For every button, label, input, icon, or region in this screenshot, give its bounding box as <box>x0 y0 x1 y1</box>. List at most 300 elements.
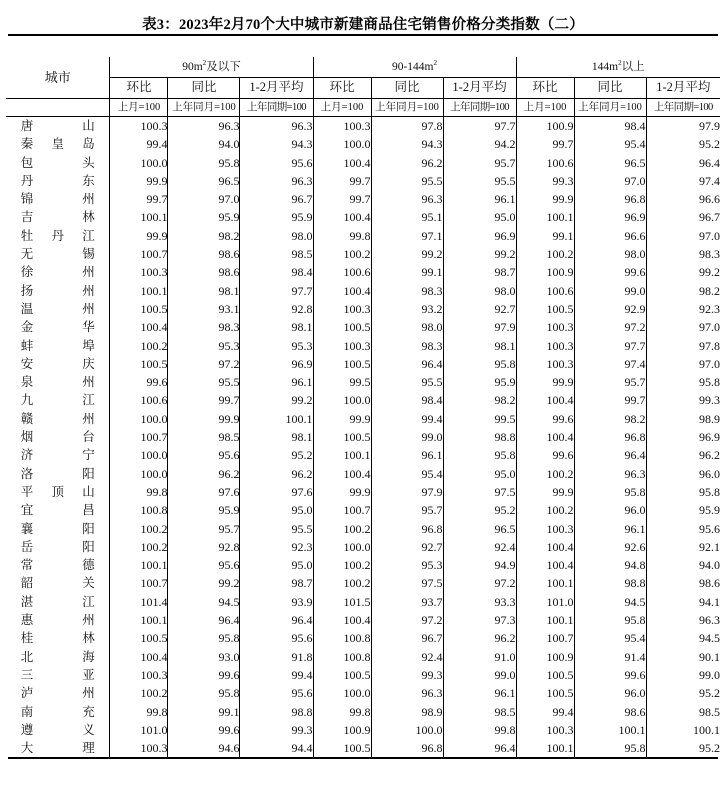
value-cell-0: 100.8 <box>110 501 168 519</box>
value-cell-0: 100.0 <box>110 410 168 428</box>
value-cell-2: 93.9 <box>240 593 313 611</box>
value-cell-5: 94.9 <box>443 556 516 574</box>
value-cell-0: 100.5 <box>110 355 168 373</box>
value-cell-4: 98.0 <box>371 318 443 336</box>
value-cell-8: 95.9 <box>646 501 720 519</box>
city-label: 岳阳 <box>20 539 95 554</box>
value-cell-7: 96.9 <box>574 208 646 226</box>
value-cell-7: 95.4 <box>574 629 646 647</box>
city-name-cell <box>6 355 110 373</box>
value-cell-2: 98.8 <box>240 703 313 721</box>
value-cell-4: 96.4 <box>371 355 443 373</box>
base-header-1-0: 上月=100 <box>313 99 371 117</box>
value-cell-8: 96.9 <box>646 428 720 446</box>
value-cell-7: 96.0 <box>574 501 646 519</box>
value-cell-0: 100.7 <box>110 245 168 263</box>
value-cell-6: 100.6 <box>516 282 574 300</box>
value-cell-4: 97.8 <box>371 117 443 136</box>
value-cell-3: 100.9 <box>313 721 371 739</box>
value-cell-5: 95.7 <box>443 154 516 172</box>
base-header-2-0: 上月=100 <box>516 99 574 117</box>
value-cell-0: 100.7 <box>110 574 168 592</box>
value-cell-2: 100.1 <box>240 410 313 428</box>
value-cell-0: 100.3 <box>110 739 168 757</box>
value-cell-8: 98.9 <box>646 410 720 428</box>
value-cell-4: 95.5 <box>371 373 443 391</box>
value-cell-0: 100.5 <box>110 629 168 647</box>
value-cell-0: 100.7 <box>110 428 168 446</box>
value-cell-8: 97.0 <box>646 355 720 373</box>
base-header-0-1: 上年同月=100 <box>168 99 240 117</box>
value-cell-8: 96.2 <box>646 446 720 464</box>
value-cell-1: 99.6 <box>168 721 240 739</box>
value-cell-0: 100.6 <box>110 391 168 409</box>
value-cell-7: 96.0 <box>574 684 646 702</box>
kind-header-1-2: 1-2月平均 <box>443 78 516 99</box>
value-cell-3: 100.2 <box>313 556 371 574</box>
value-cell-4: 96.8 <box>371 739 443 757</box>
value-cell-0: 100.3 <box>110 263 168 281</box>
value-cell-2: 98.7 <box>240 574 313 592</box>
group-label-1-pre: 90-144m <box>391 60 434 73</box>
value-cell-5: 97.5 <box>443 483 516 501</box>
page-title: 表3：2023年2月70个大中城市新建商品住宅销售价格分类指数（二） <box>142 17 584 33</box>
table-row <box>6 666 720 684</box>
value-cell-5: 99.2 <box>443 245 516 263</box>
value-cell-4: 93.2 <box>371 300 443 318</box>
table-row <box>6 410 720 428</box>
value-cell-8: 90.1 <box>646 648 720 666</box>
value-cell-1: 96.4 <box>168 611 240 629</box>
value-cell-3: 100.0 <box>313 135 371 153</box>
value-cell-5: 91.0 <box>443 648 516 666</box>
value-cell-6: 100.3 <box>516 318 574 336</box>
value-cell-8: 97.9 <box>646 117 720 136</box>
city-name-cell <box>6 483 110 501</box>
value-cell-8: 99.3 <box>646 391 720 409</box>
value-cell-3: 100.4 <box>313 611 371 629</box>
value-cell-7: 95.8 <box>574 739 646 757</box>
table-row <box>6 337 720 355</box>
value-cell-5: 98.0 <box>443 282 516 300</box>
value-cell-0: 100.1 <box>110 556 168 574</box>
value-cell-2: 98.5 <box>240 245 313 263</box>
value-cell-0: 100.0 <box>110 465 168 483</box>
value-cell-2: 95.5 <box>240 520 313 538</box>
base-header-city <box>6 99 110 117</box>
value-cell-2: 99.3 <box>240 721 313 739</box>
value-cell-4: 99.2 <box>371 245 443 263</box>
table-row <box>6 245 720 263</box>
value-cell-1: 95.7 <box>168 520 240 538</box>
city-name-cell <box>6 172 110 190</box>
city-name-cell <box>6 227 110 245</box>
value-cell-3: 100.5 <box>313 739 371 757</box>
table-row <box>6 574 720 592</box>
value-cell-6: 99.9 <box>516 190 574 208</box>
city-name-cell <box>6 373 110 391</box>
city-label: 安庆 <box>20 356 95 371</box>
value-cell-1: 95.8 <box>168 684 240 702</box>
value-cell-5: 99.8 <box>443 721 516 739</box>
column-header-city: 城市 <box>6 57 110 99</box>
value-cell-2: 97.6 <box>240 483 313 501</box>
value-cell-5: 96.1 <box>443 684 516 702</box>
price-index-table <box>6 57 720 757</box>
value-cell-3: 100.3 <box>313 337 371 355</box>
table-row <box>6 739 720 757</box>
value-cell-1: 96.2 <box>168 465 240 483</box>
value-cell-5: 95.9 <box>443 373 516 391</box>
value-cell-6: 100.4 <box>516 391 574 409</box>
value-cell-1: 96.5 <box>168 172 240 190</box>
value-cell-7: 98.6 <box>574 703 646 721</box>
value-cell-7: 96.5 <box>574 154 646 172</box>
city-name-cell <box>6 154 110 172</box>
value-cell-8: 94.1 <box>646 593 720 611</box>
value-cell-5: 99.5 <box>443 410 516 428</box>
value-cell-2: 95.6 <box>240 684 313 702</box>
city-label: 锦州 <box>20 192 95 207</box>
city-label: 蚌埠 <box>20 338 95 353</box>
value-cell-3: 100.4 <box>313 208 371 226</box>
value-cell-7: 98.0 <box>574 245 646 263</box>
value-cell-3: 100.5 <box>313 318 371 336</box>
table-row <box>6 446 720 464</box>
value-cell-3: 99.7 <box>313 190 371 208</box>
city-label: 大理 <box>20 741 95 756</box>
table-row <box>6 208 720 226</box>
city-label: 北海 <box>20 649 95 664</box>
city-name-cell <box>6 208 110 226</box>
city-name-cell <box>6 410 110 428</box>
value-cell-1: 99.7 <box>168 391 240 409</box>
value-cell-5: 94.2 <box>443 135 516 153</box>
value-cell-5: 95.8 <box>443 446 516 464</box>
value-cell-7: 98.4 <box>574 117 646 136</box>
value-cell-2: 91.8 <box>240 648 313 666</box>
city-name-cell <box>6 703 110 721</box>
value-cell-7: 97.2 <box>574 318 646 336</box>
city-label: 温州 <box>20 301 95 316</box>
value-cell-6: 100.5 <box>516 300 574 318</box>
value-cell-2: 95.0 <box>240 501 313 519</box>
group-header-2 <box>516 57 720 78</box>
city-label: 韶关 <box>20 576 95 591</box>
table-top-rule <box>8 34 718 36</box>
value-cell-7: 96.4 <box>574 446 646 464</box>
value-cell-7: 100.1 <box>574 721 646 739</box>
city-label: 平顶山 <box>20 484 95 499</box>
table-row <box>6 190 720 208</box>
table-row <box>6 648 720 666</box>
value-cell-5: 97.7 <box>443 117 516 136</box>
value-cell-5: 97.9 <box>443 318 516 336</box>
value-cell-1: 93.0 <box>168 648 240 666</box>
table-row <box>6 282 720 300</box>
base-header-2-2: 上年同期=100 <box>646 99 720 117</box>
city-name-cell <box>6 428 110 446</box>
value-cell-2: 92.8 <box>240 300 313 318</box>
value-cell-0: 100.1 <box>110 611 168 629</box>
value-cell-4: 98.9 <box>371 703 443 721</box>
city-name-cell <box>6 501 110 519</box>
value-cell-6: 99.3 <box>516 172 574 190</box>
value-cell-4: 93.7 <box>371 593 443 611</box>
city-name-cell <box>6 117 110 136</box>
value-cell-5: 95.0 <box>443 208 516 226</box>
city-label: 秦皇岛 <box>20 137 95 152</box>
value-cell-7: 94.5 <box>574 593 646 611</box>
value-cell-7: 97.7 <box>574 337 646 355</box>
table-row <box>6 154 720 172</box>
value-cell-6: 100.4 <box>516 556 574 574</box>
value-cell-8: 95.6 <box>646 520 720 538</box>
city-label: 常德 <box>20 558 95 573</box>
value-cell-4: 94.3 <box>371 135 443 153</box>
table-row <box>6 520 720 538</box>
value-cell-1: 94.6 <box>168 739 240 757</box>
value-cell-3: 100.5 <box>313 355 371 373</box>
value-cell-8: 98.2 <box>646 282 720 300</box>
base-header-1-2: 上年同期=100 <box>443 99 516 117</box>
group-label-0-post: 及以下 <box>206 60 241 73</box>
value-cell-0: 99.8 <box>110 483 168 501</box>
value-cell-7: 96.8 <box>574 190 646 208</box>
group-label-0-pre: 90m <box>182 60 203 73</box>
value-cell-7: 95.8 <box>574 483 646 501</box>
city-label: 遵义 <box>20 722 95 737</box>
city-label: 惠州 <box>20 613 95 628</box>
value-cell-5: 96.9 <box>443 227 516 245</box>
value-cell-4: 99.3 <box>371 666 443 684</box>
city-label: 泉州 <box>20 375 95 390</box>
value-cell-2: 97.7 <box>240 282 313 300</box>
value-cell-4: 95.4 <box>371 465 443 483</box>
value-cell-4: 95.3 <box>371 556 443 574</box>
value-cell-4: 98.4 <box>371 391 443 409</box>
value-cell-0: 100.1 <box>110 208 168 226</box>
kind-header-2-1: 同比 <box>574 78 646 99</box>
table-row <box>6 117 720 136</box>
table-row <box>6 300 720 318</box>
value-cell-1: 92.8 <box>168 538 240 556</box>
value-cell-8: 95.8 <box>646 483 720 501</box>
value-cell-5: 95.0 <box>443 465 516 483</box>
city-name-cell <box>6 611 110 629</box>
table-row <box>6 611 720 629</box>
city-label: 济宁 <box>20 448 95 463</box>
value-cell-1: 97.2 <box>168 355 240 373</box>
city-label: 包头 <box>20 155 95 170</box>
value-cell-7: 96.3 <box>574 465 646 483</box>
table-row <box>6 428 720 446</box>
city-name-cell <box>6 520 110 538</box>
value-cell-0: 100.3 <box>110 666 168 684</box>
value-cell-5: 95.8 <box>443 355 516 373</box>
table-row <box>6 483 720 501</box>
value-cell-6: 100.5 <box>516 666 574 684</box>
city-label: 九江 <box>20 393 95 408</box>
value-cell-1: 95.8 <box>168 629 240 647</box>
kind-header-0-0: 环比 <box>110 78 168 99</box>
value-cell-2: 96.2 <box>240 465 313 483</box>
table-row <box>6 721 720 739</box>
value-cell-5: 98.1 <box>443 337 516 355</box>
table-row <box>6 629 720 647</box>
value-cell-8: 94.0 <box>646 556 720 574</box>
value-cell-3: 100.0 <box>313 684 371 702</box>
value-cell-3: 100.6 <box>313 263 371 281</box>
value-cell-1: 95.6 <box>168 556 240 574</box>
table-row <box>6 593 720 611</box>
value-cell-2: 94.3 <box>240 135 313 153</box>
base-header-0-2: 上年同期=100 <box>240 99 313 117</box>
value-cell-4: 96.2 <box>371 154 443 172</box>
value-cell-3: 100.8 <box>313 648 371 666</box>
value-cell-1: 95.6 <box>168 446 240 464</box>
table-row <box>6 135 720 153</box>
value-cell-5: 98.5 <box>443 703 516 721</box>
value-cell-6: 99.1 <box>516 227 574 245</box>
value-cell-1: 98.6 <box>168 263 240 281</box>
value-cell-2: 98.0 <box>240 227 313 245</box>
value-cell-3: 100.4 <box>313 465 371 483</box>
value-cell-3: 100.3 <box>313 117 371 136</box>
city-label: 赣州 <box>20 411 95 426</box>
city-name-cell <box>6 465 110 483</box>
value-cell-4: 97.5 <box>371 574 443 592</box>
value-cell-2: 96.3 <box>240 117 313 136</box>
value-cell-5: 96.1 <box>443 190 516 208</box>
value-cell-0: 99.6 <box>110 373 168 391</box>
value-cell-8: 95.2 <box>646 135 720 153</box>
city-label: 洛阳 <box>20 466 95 481</box>
value-cell-2: 95.0 <box>240 556 313 574</box>
city-name-cell <box>6 190 110 208</box>
table-row <box>6 684 720 702</box>
value-cell-4: 98.3 <box>371 282 443 300</box>
group-label-2-post: 以上 <box>621 60 645 73</box>
table-row <box>6 556 720 574</box>
table-row <box>6 227 720 245</box>
value-cell-0: 99.8 <box>110 703 168 721</box>
city-label: 无锡 <box>20 247 95 262</box>
value-cell-3: 100.5 <box>313 428 371 446</box>
table-row <box>6 172 720 190</box>
kind-header-2-0: 环比 <box>516 78 574 99</box>
city-name-cell <box>6 666 110 684</box>
base-header-2-1: 上年同月=100 <box>574 99 646 117</box>
value-cell-5: 97.2 <box>443 574 516 592</box>
value-cell-8: 98.6 <box>646 574 720 592</box>
city-label: 丹东 <box>20 173 95 188</box>
value-cell-4: 92.4 <box>371 648 443 666</box>
value-cell-6: 99.9 <box>516 373 574 391</box>
kind-header-1-1: 同比 <box>371 78 443 99</box>
city-name-cell <box>6 282 110 300</box>
city-label: 襄阳 <box>20 521 95 536</box>
base-header-1-1: 上年同月=100 <box>371 99 443 117</box>
value-cell-3: 100.1 <box>313 446 371 464</box>
value-cell-1: 98.1 <box>168 282 240 300</box>
value-cell-6: 100.1 <box>516 574 574 592</box>
kind-header-0-1: 同比 <box>168 78 240 99</box>
value-cell-7: 99.6 <box>574 666 646 684</box>
value-cell-3: 100.4 <box>313 282 371 300</box>
value-cell-3: 100.2 <box>313 245 371 263</box>
value-cell-0: 100.0 <box>110 446 168 464</box>
kind-header-2-2: 1-2月平均 <box>646 78 720 99</box>
value-cell-1: 95.5 <box>168 373 240 391</box>
city-label: 三亚 <box>20 667 95 682</box>
value-cell-2: 92.3 <box>240 538 313 556</box>
value-cell-1: 93.1 <box>168 300 240 318</box>
value-cell-8: 99.0 <box>646 666 720 684</box>
city-label: 金华 <box>20 320 95 335</box>
value-cell-8: 97.0 <box>646 227 720 245</box>
value-cell-4: 95.5 <box>371 172 443 190</box>
table-bottom-rule <box>8 757 718 759</box>
value-cell-8: 95.2 <box>646 684 720 702</box>
value-cell-7: 95.7 <box>574 373 646 391</box>
city-label: 南充 <box>20 704 95 719</box>
value-cell-3: 100.3 <box>313 300 371 318</box>
value-cell-5: 96.2 <box>443 629 516 647</box>
value-cell-2: 98.1 <box>240 428 313 446</box>
table-row <box>6 355 720 373</box>
value-cell-2: 98.4 <box>240 263 313 281</box>
city-name-cell <box>6 538 110 556</box>
city-label: 桂林 <box>20 631 95 646</box>
value-cell-1: 99.9 <box>168 410 240 428</box>
value-cell-8: 92.3 <box>646 300 720 318</box>
value-cell-8: 95.8 <box>646 373 720 391</box>
kind-header-0-2: 1-2月平均 <box>240 78 313 99</box>
value-cell-0: 100.5 <box>110 300 168 318</box>
table-row <box>6 391 720 409</box>
value-cell-5: 96.5 <box>443 520 516 538</box>
value-cell-6: 100.9 <box>516 648 574 666</box>
value-cell-7: 94.8 <box>574 556 646 574</box>
table-header <box>6 57 720 117</box>
value-cell-6: 100.1 <box>516 208 574 226</box>
value-cell-2: 95.3 <box>240 337 313 355</box>
value-cell-1: 95.3 <box>168 337 240 355</box>
value-cell-3: 100.0 <box>313 538 371 556</box>
city-label: 烟台 <box>20 430 95 445</box>
value-cell-3: 100.7 <box>313 501 371 519</box>
value-cell-0: 99.4 <box>110 135 168 153</box>
value-cell-2: 96.7 <box>240 190 313 208</box>
value-cell-3: 100.0 <box>313 391 371 409</box>
value-cell-1: 95.9 <box>168 501 240 519</box>
value-cell-6: 100.9 <box>516 117 574 136</box>
value-cell-5: 93.3 <box>443 593 516 611</box>
value-cell-0: 100.4 <box>110 318 168 336</box>
value-cell-3: 99.7 <box>313 172 371 190</box>
value-cell-5: 99.0 <box>443 666 516 684</box>
value-cell-6: 100.3 <box>516 337 574 355</box>
value-cell-8: 97.0 <box>646 318 720 336</box>
value-cell-8: 94.5 <box>646 629 720 647</box>
value-cell-7: 91.4 <box>574 648 646 666</box>
value-cell-3: 100.2 <box>313 574 371 592</box>
value-cell-2: 96.1 <box>240 373 313 391</box>
value-cell-0: 101.4 <box>110 593 168 611</box>
value-cell-2: 96.4 <box>240 611 313 629</box>
value-cell-1: 95.9 <box>168 208 240 226</box>
